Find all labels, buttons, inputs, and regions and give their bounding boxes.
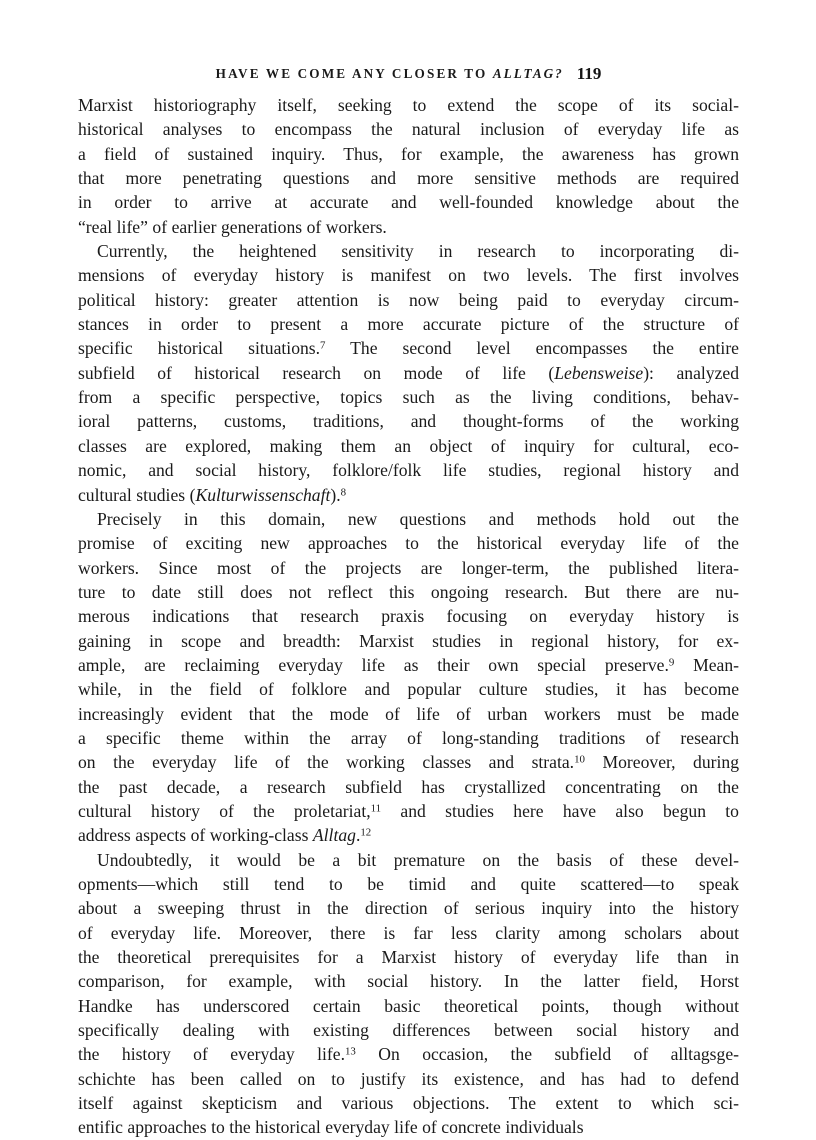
text-run: . [355,825,361,846]
text-run: political history: greater attention is now being paid to everyday circum- [78,289,739,310]
text-line [78,239,739,263]
text-line [78,263,739,287]
text-run: Mean- [674,654,739,675]
body-text-block [78,93,739,1140]
text-line [78,556,739,580]
text-run: comparison, for example, with social history. In the latter field, Horst [78,971,739,992]
text-run: Currently, the heightened sensitivity in research to incorporating di- [97,241,739,262]
text-run: historical analyses to encompass the natural inclusion of everyday life as [78,119,739,140]
text-line [78,215,739,239]
text-line [78,117,739,141]
text-line [78,434,739,458]
text-line [78,385,739,409]
text-line [78,750,739,774]
text-run: the theoretical prerequisites for a Marxist history of everyday life than in [78,947,739,968]
text-run: a field of sustained inquiry. Thus, for example, the awareness has grown [78,143,739,164]
text-run: ture to date still does not reflect this ongoing research. But there are nu- [78,581,739,602]
text-run: workers. Since most of the projects are longer-term, the published litera- [78,557,739,578]
italic-term: Lebensweise [554,362,644,383]
text-run: On occasion, the subfield of alltagsge- [355,1044,739,1065]
text-run: gaining in scope and breadth: Marxist studies in regional history, for ex- [78,630,739,651]
paragraph [78,848,739,1140]
running-head [78,64,739,82]
text-run: Precisely in this domain, new questions and methods hold out the [97,508,739,529]
text-run: stances in order to present a more accurate picture of the structure of [78,314,739,335]
running-head-title-text: HAVE WE COME ANY CLOSER TO [215,66,493,81]
text-run: cultural studies ( [78,484,196,505]
italic-term: Alltag [312,825,356,846]
footnote-marker: 13 [344,1045,356,1058]
running-head-italic-term: ALLTAG? [492,66,564,81]
paragraph [78,239,739,507]
text-line [78,93,739,117]
text-line [78,823,739,847]
text-run: schichte has been called on to justify its existence, and has had to defend [78,1068,739,1089]
text-run: that more penetrating questions and more sensitive methods are required [78,168,739,189]
text-line [78,1042,739,1066]
text-line [78,799,739,823]
text-run: a specific theme within the array of long-standing traditions of research [78,727,739,748]
text-run: mensions of everyday history is manifest on two levels. The first involves [78,265,739,286]
text-run: and studies here have also begun to [381,800,739,821]
text-run: the past decade, a research subfield has crystallized concentrating on the [78,776,739,797]
footnote-marker: 7 [320,339,326,352]
text-line [78,336,739,360]
text-line [78,653,739,677]
text-run: classes are explored, making them an object of inquiry for cultural, eco- [78,435,739,456]
footnote-marker: 10 [574,753,585,766]
paragraph [78,93,739,239]
text-line [78,604,739,628]
text-line [78,458,739,482]
text-line [78,677,739,701]
text-line [78,409,739,433]
text-run: specifically dealing with existing differences between social history and [78,1020,739,1041]
text-run: the history of everyday life. [78,1044,345,1065]
text-run: while, in the field of folklore and popular culture studies, it has become [78,679,739,700]
text-run: ioral patterns, customs, traditions, and thought-forms of the working [78,411,739,432]
text-line [78,580,739,604]
text-run: Handke has underscored certain basic theoretical points, though without [78,995,739,1016]
italic-term: Kulturwissenschaft [195,484,331,505]
text-line [78,702,739,726]
text-run: specific historical situations. [78,338,321,359]
text-run: in order to arrive at accurate and well-founded knowledge about the [78,192,739,213]
text-run: from a specific perspective, topics such as the living conditions, behav- [78,387,739,408]
text-line [78,629,739,653]
text-line [78,507,739,531]
text-run: “real life” of earlier generations of workers. [78,216,387,237]
text-line [78,726,739,750]
page-folio: 119 [576,63,602,83]
text-run: of everyday life. Moreover, there is far less clarity among scholars about [78,922,739,943]
text-line [78,483,739,507]
text-run: Marxist historiography itself, seeking to extend the scope of its social- [78,95,739,115]
text-run: cultural history of the proletariat, [78,800,371,821]
footnote-marker: 11 [370,802,382,815]
text-line [78,896,739,920]
text-run: promise of exciting new approaches to the historical everyday life of the [78,533,739,554]
text-run: opments—which still tend to be timid and quite scattered—to speak [78,874,739,894]
text-run: ): analyzed [643,362,739,383]
text-run: itself against skepticism and various objections. The extent to which sci- [78,1093,739,1114]
text-line [78,361,739,385]
text-run: Undoubtedly, it would be a bit premature on the basis of these devel- [97,849,739,870]
text-run: increasingly evident that the mode of life of urban workers must be made [78,703,739,724]
text-line [78,994,739,1018]
text-line [78,1115,739,1139]
text-line [78,921,739,945]
text-line [78,166,739,190]
footnote-marker: 12 [360,826,372,839]
text-line [78,872,739,896]
text-line [78,1067,739,1091]
text-run: ). [330,484,341,505]
text-line [78,190,739,214]
text-run: on the everyday life of the working classes and strata. [78,752,575,773]
text-run: about a sweeping thrust in the direction of serious inquiry into the history [78,898,739,919]
text-line [78,1018,739,1042]
text-run: The second level encompasses the entire [325,338,739,359]
text-line [78,531,739,555]
running-head-title [216,66,564,81]
text-run: nomic, and social history, folklore/folk life studies, regional history and [78,460,739,481]
text-line [78,775,739,799]
text-run: Moreover, during [584,752,739,773]
footnote-marker: 8 [340,485,347,498]
text-line [78,848,739,872]
text-run: ample, are reclaiming everyday life as their own special preserve. [78,654,669,675]
text-run: subfield of historical research on mode of life ( [78,362,555,383]
text-line [78,945,739,969]
text-line [78,288,739,312]
text-run: merous indications that research praxis focusing on everyday history is [78,606,739,627]
text-line [78,312,739,336]
footnote-marker: 9 [668,656,675,669]
text-line [78,969,739,993]
paragraph [78,507,739,848]
text-run: entific approaches to the historical everyday life of concrete individuals [78,1117,584,1138]
text-run: address aspects of working-class [78,825,313,846]
text-line [78,1091,739,1115]
text-line [78,142,739,166]
